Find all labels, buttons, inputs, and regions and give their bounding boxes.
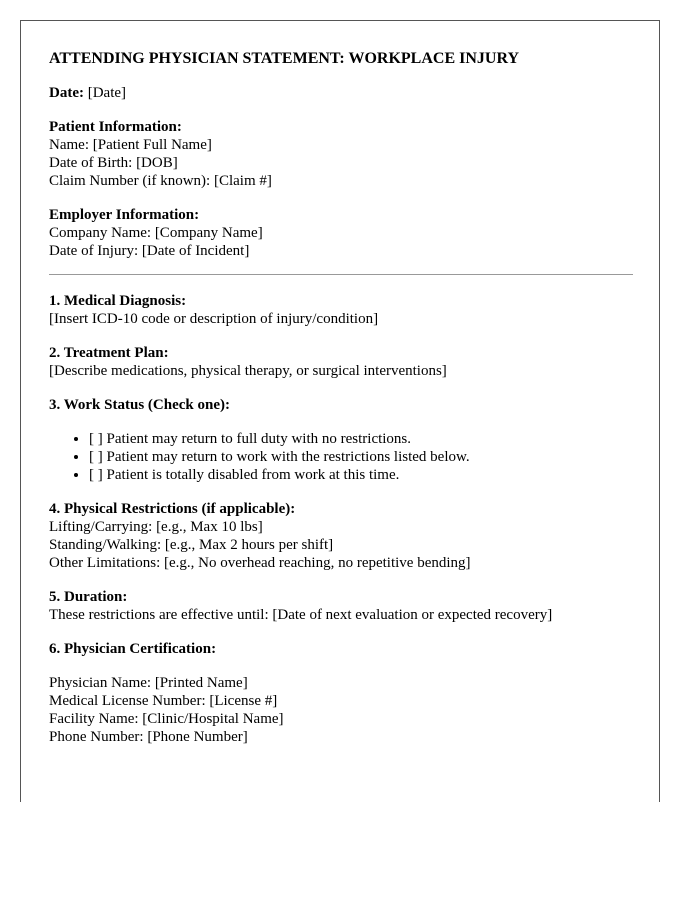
- work-status: [49, 396, 633, 484]
- patient-heading: Patient Information:: [49, 119, 182, 135]
- restriction-other: Other Limitations: [e.g., No overhead reaching, no repetitive bending]: [49, 555, 471, 571]
- physician-phone: Phone Number: [Phone Number]: [49, 729, 248, 745]
- medical-diagnosis: [49, 292, 633, 328]
- treatment-plan: [49, 344, 633, 380]
- date-value: [Date]: [87, 85, 127, 101]
- diagnosis-text: [Insert ICD-10 code or description of injury/condition]: [49, 311, 379, 327]
- work-status-options: [49, 430, 633, 484]
- physician-facility: Facility Name: [Clinic/Hospital Name]: [49, 711, 284, 727]
- work-status-option: • [ ] Patient may return to full duty with no restrictions.: [89, 430, 633, 448]
- treatment-text: [Describe medications, physical therapy, or surgical interventions]: [49, 363, 447, 379]
- patient-name: Name: [Patient Full Name]: [49, 137, 212, 153]
- duration-heading: 5. Duration:: [49, 589, 128, 605]
- date-label: Date:: [49, 85, 84, 101]
- treatment-heading: 2. Treatment Plan:: [49, 345, 169, 361]
- patient-claim: Claim Number (if known): [Claim #]: [49, 173, 272, 189]
- document-title: ATTENDING PHYSICIAN STATEMENT: WORKPLACE INJURY: [49, 50, 520, 67]
- physician-name: Physician Name: [Printed Name]: [49, 675, 248, 691]
- patient-dob: Date of Birth: [DOB]: [49, 155, 178, 171]
- physician-certification: [49, 640, 633, 746]
- patient-information: [49, 118, 633, 190]
- employer-heading: Employer Information:: [49, 207, 200, 223]
- work-status-option: • [ ] Patient is totally disabled from work at this time.: [89, 466, 633, 484]
- document-body: [49, 49, 633, 762]
- restriction-lifting: Lifting/Carrying: [e.g., Max 10 lbs]: [49, 519, 263, 535]
- date-line: [49, 84, 633, 102]
- employer-injury-date: Date of Injury: [Date of Incident]: [49, 243, 250, 259]
- restriction-standing: Standing/Walking: [e.g., Max 2 hours per shift]: [49, 537, 334, 553]
- physician-license: Medical License Number: [License #]: [49, 693, 278, 709]
- employer-information: [49, 206, 633, 260]
- work-status-heading: 3. Work Status (Check one):: [49, 397, 230, 413]
- work-status-option: • [ ] Patient may return to work with the restrictions listed below.: [89, 448, 633, 466]
- duration-text: These restrictions are effective until: [Date of next evaluation or expected recovery]: [49, 607, 553, 623]
- document-page: [20, 20, 660, 802]
- section-divider: [49, 274, 633, 275]
- certification-heading: 6. Physician Certification:: [49, 641, 217, 657]
- duration: [49, 588, 633, 624]
- diagnosis-heading: 1. Medical Diagnosis:: [49, 293, 187, 309]
- employer-company: Company Name: [Company Name]: [49, 225, 263, 241]
- restrictions-heading: 4. Physical Restrictions (if applicable):: [49, 501, 296, 517]
- physical-restrictions: [49, 500, 633, 572]
